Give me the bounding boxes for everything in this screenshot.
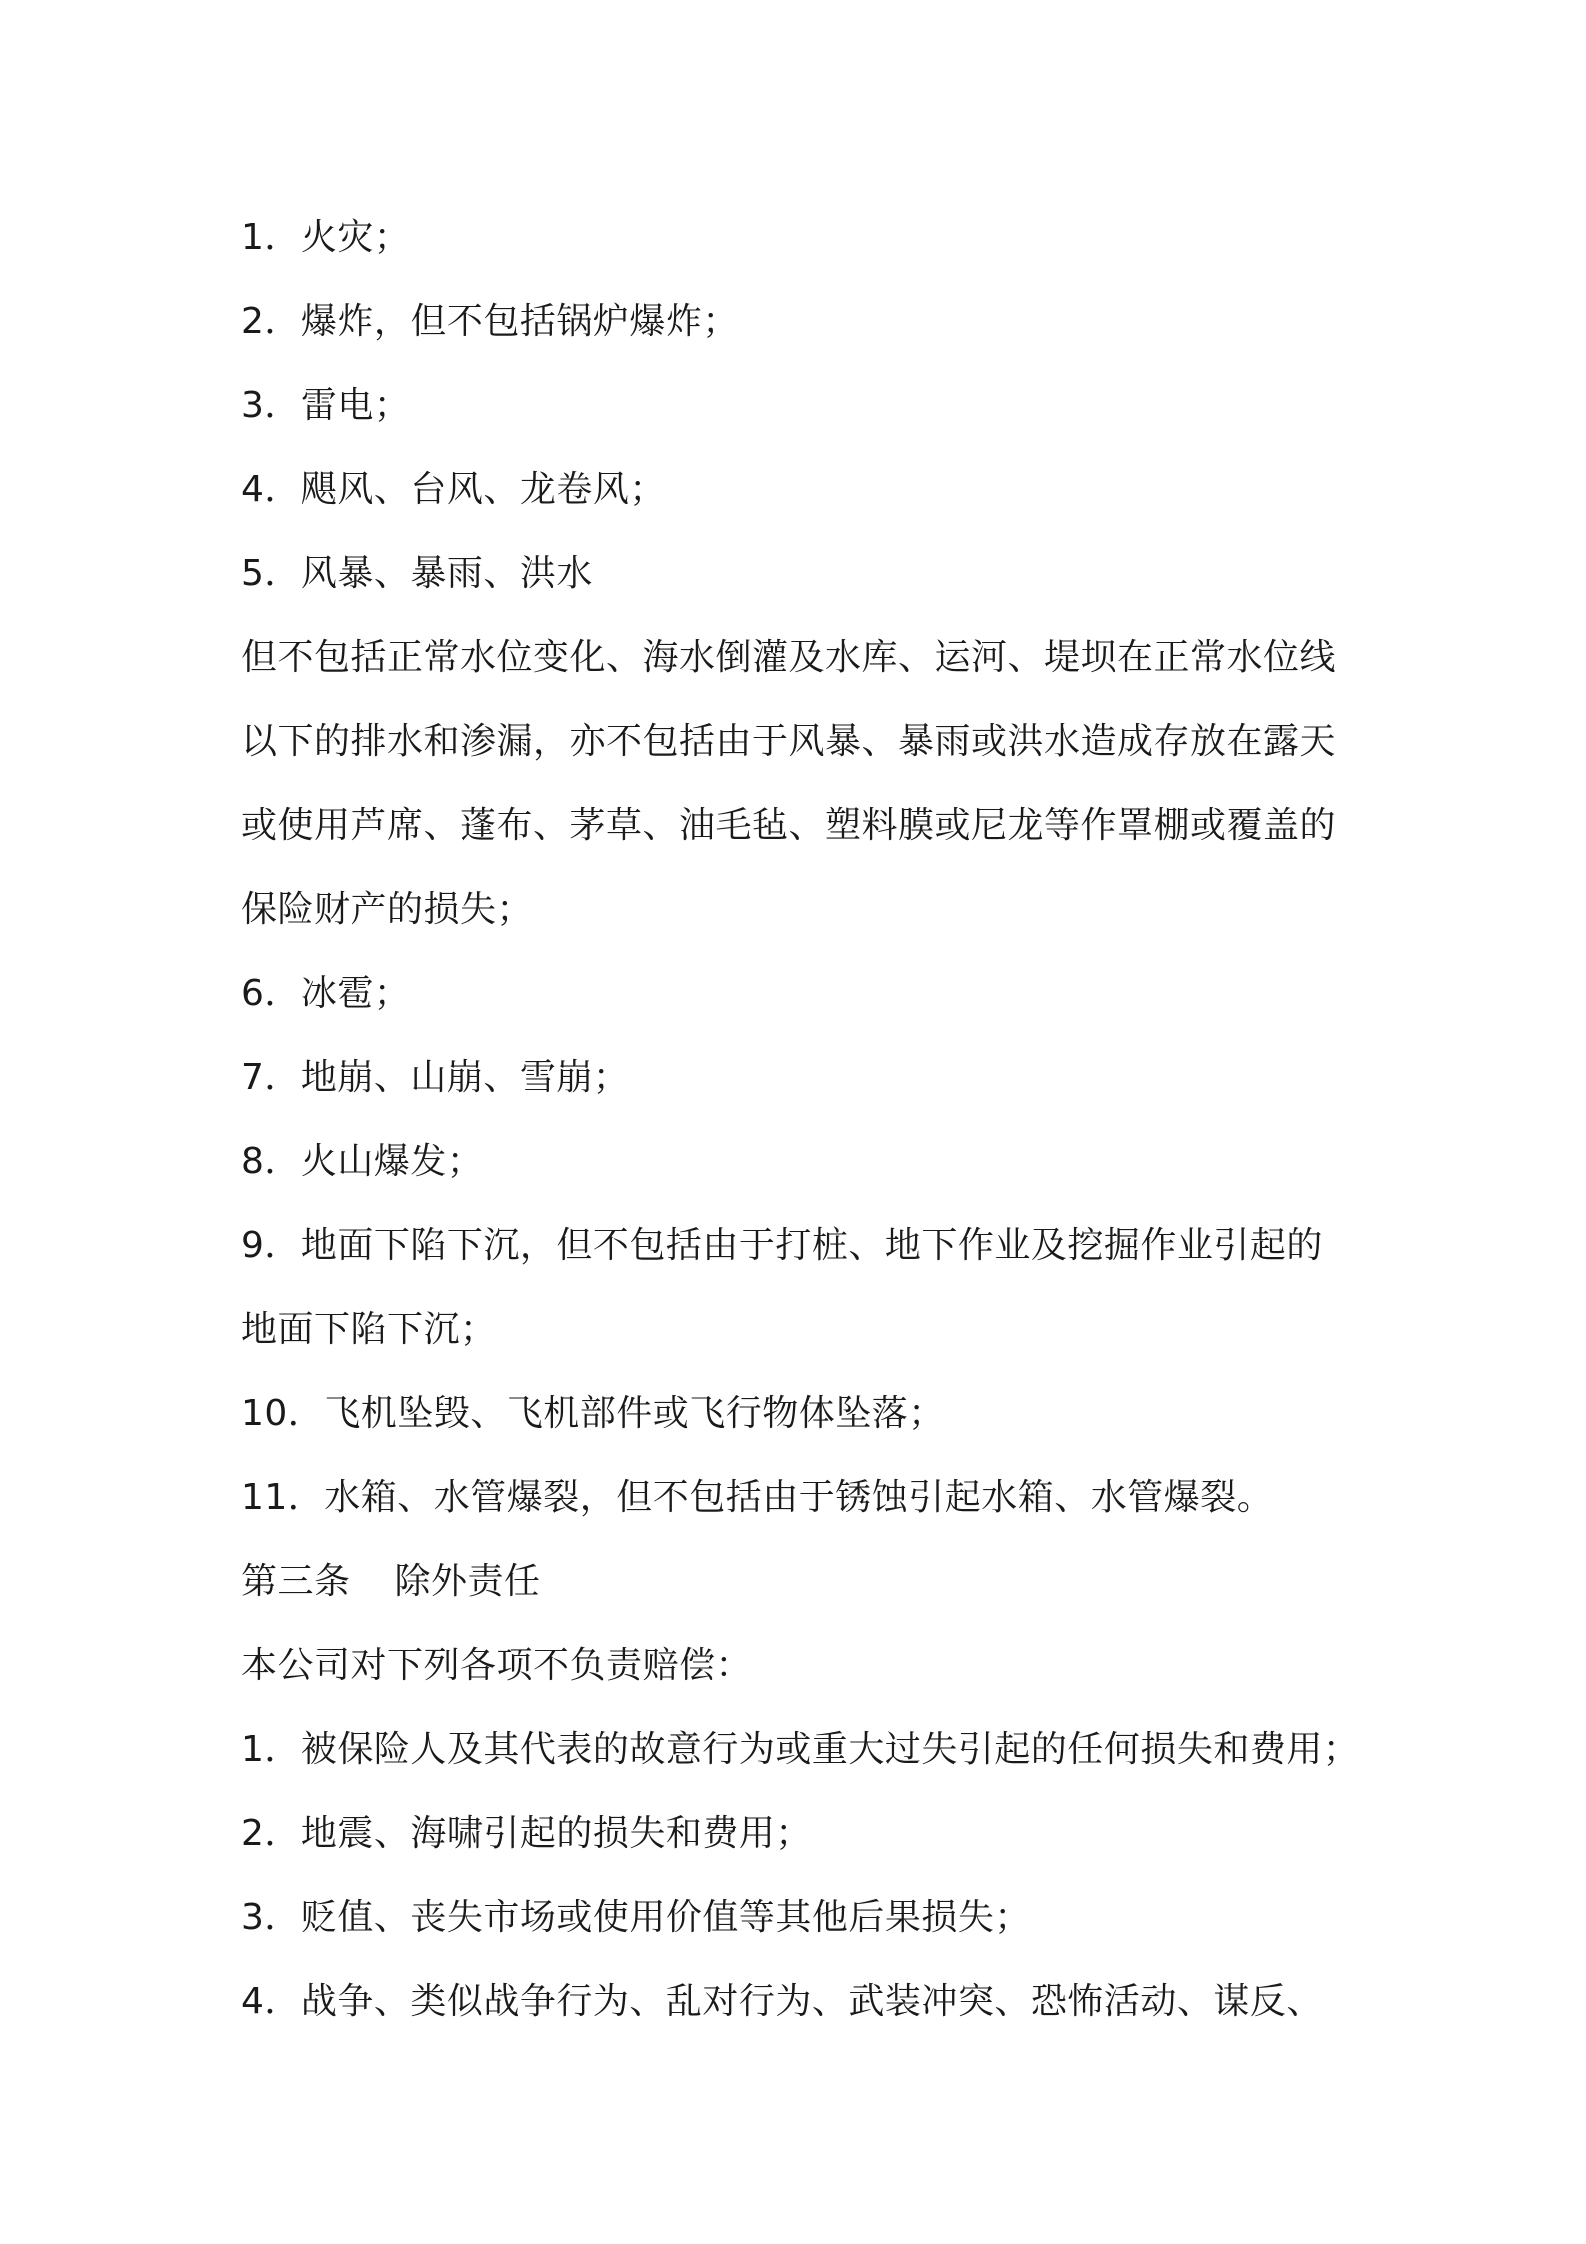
list-item-storm-flood: 5．风暴、暴雨、洪水: [241, 553, 593, 594]
list-item-depreciation: 3．贬值、丧失市场或使用价值等其他后果损失；: [241, 1897, 1031, 1938]
list-item-intentional: 1．被保险人及其代表的故意行为或重大过失引起的任何损失和费用；: [241, 1729, 1360, 1770]
list-item-subsidence: 9．地面下陷下沉，但不包括由于打桩、地下作业及挖掘作业引起的: [241, 1225, 1323, 1266]
list-item-volcano: 8．火山爆发；: [241, 1141, 484, 1182]
list-item-hail: 6．冰雹；: [241, 973, 411, 1014]
list-item-water-tank: 11．水箱、水管爆裂，但不包括由于锈蚀引起水箱、水管爆裂。: [241, 1477, 1274, 1518]
section-article-number: 第三条: [241, 1561, 351, 1602]
paragraph-line: 地面下陷下沉；: [241, 1309, 497, 1350]
document-body: [241, 196, 1371, 2044]
paragraph-line: 以下的排水和渗漏，亦不包括由于风暴、暴雨或洪水造成存放在露天: [241, 721, 1337, 762]
list-item-explosion: 2．爆炸，但不包括锅炉爆炸；: [241, 301, 739, 342]
list-item-wind: 4．飓风、台风、龙卷风；: [241, 469, 666, 510]
list-item-lightning: 3．雷电；: [241, 385, 411, 426]
list-item-war: 4．战争、类似战争行为、乱对行为、武装冲突、恐怖活动、谋反、: [241, 1981, 1323, 2022]
list-item-fire: 1．火灾；: [241, 217, 411, 258]
paragraph-intro: 本公司对下列各项不负责赔偿：: [241, 1645, 753, 1686]
list-item-landslide: 7．地崩、山崩、雪崩；: [241, 1057, 630, 1098]
section-heading: [241, 1540, 1371, 1624]
paragraph-line: 保险财产的损失；: [241, 889, 534, 930]
section-title: 除外责任: [394, 1561, 541, 1602]
paragraph-line: 或使用芦席、蓬布、茅草、油毛毡、塑料膜或尼龙等作罩棚或覆盖的: [241, 805, 1337, 846]
list-item-earthquake: 2．地震、海啸引起的损失和费用；: [241, 1813, 812, 1854]
list-item-aircraft: 10．飞机坠毁、飞机部件或飞行物体坠落；: [241, 1393, 945, 1434]
paragraph-line: 但不包括正常水位变化、海水倒灌及水库、运河、堤坝在正常水位线: [241, 637, 1337, 678]
